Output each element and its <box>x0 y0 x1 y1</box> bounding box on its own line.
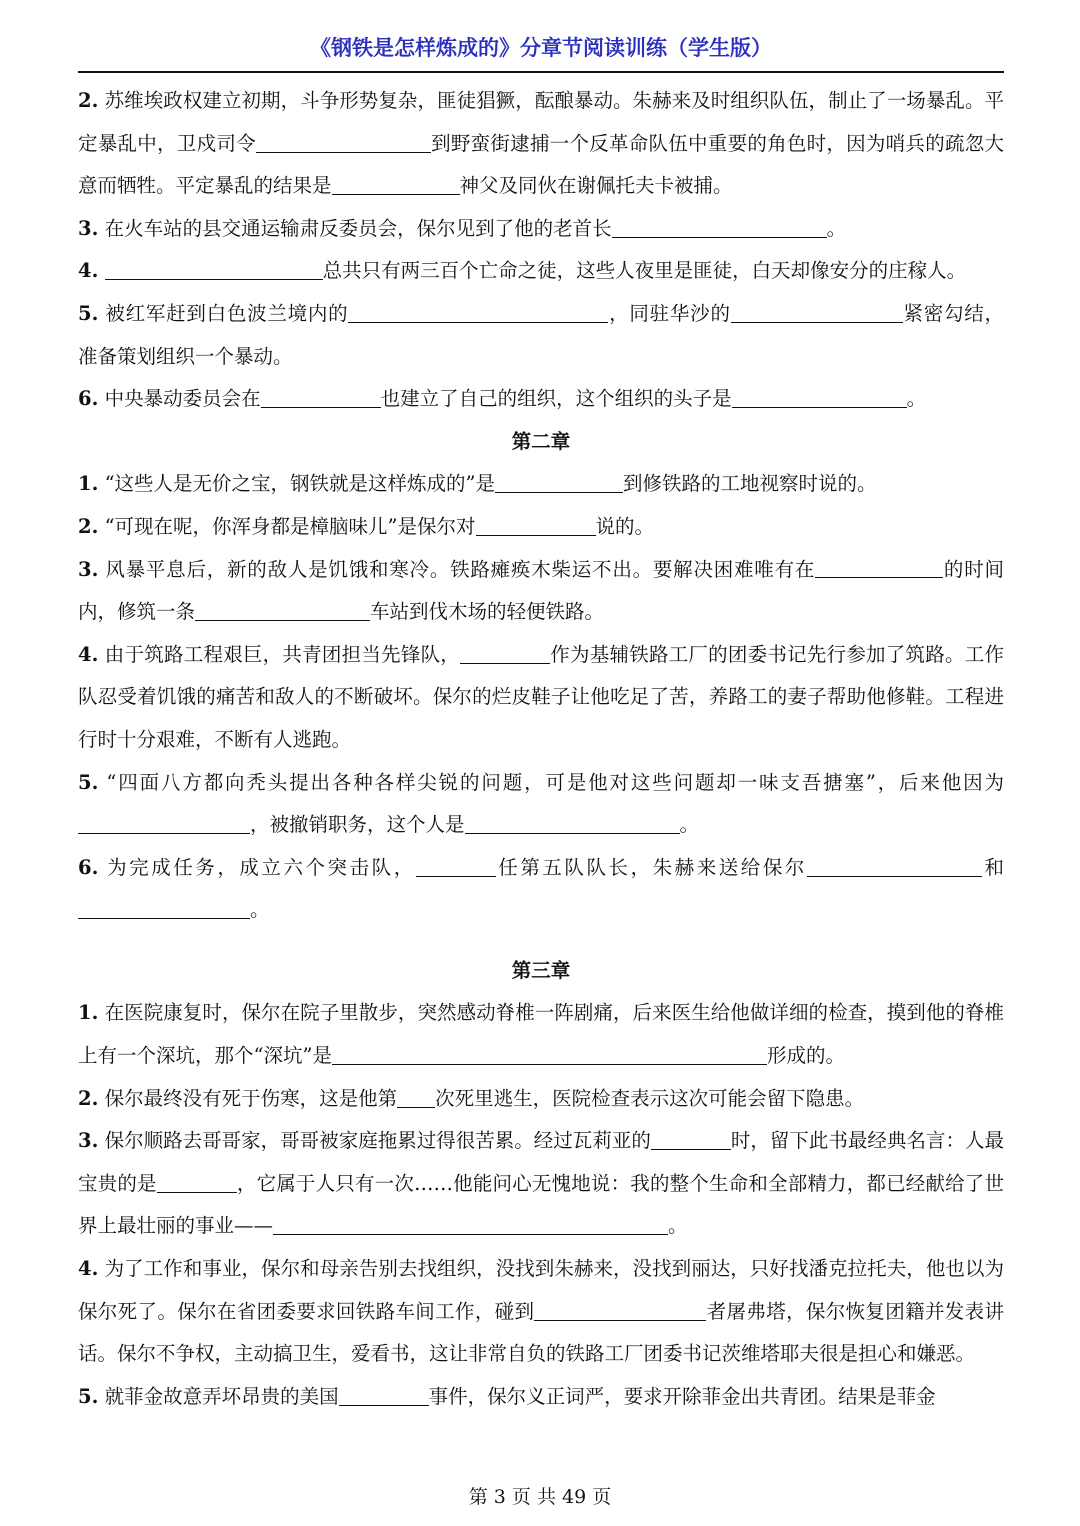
answer-blank[interactable] <box>815 558 943 579</box>
question-text: 到野蛮街逮捕一个反革命队伍中重要的角色时，因为哨兵的疏忽大意而牺牲。平定暴乱的结果是 <box>78 131 1004 198</box>
question-text: 风暴平息后，新的敌人是饥饿和寒冷。铁路瘫痪木柴运不出。要解决困难唯有在 <box>105 557 816 581</box>
question-text: 为完成任务，成立六个突击队， <box>107 855 416 879</box>
answer-blank[interactable] <box>78 814 250 835</box>
question-text: 作为基辅铁路工厂的团委书记先行参加了筑路。工作队忍受着饥饿的痛苦和敌人的不断破坏。保尔的烂皮鞋子让他吃足了苦，养路工的妻子帮助他修鞋。工程进行时十分艰难，不断有人逃跑。 <box>78 642 1004 751</box>
question-2 <box>78 506 1004 549</box>
question-text: 在医院康复时，保尔在院子里散步，突然感动脊椎一阵剧痛，后来医生给他做详细的检查，摸到他的脊椎上有一个深坑，那个“深坑”是 <box>78 1001 1004 1068</box>
question-number: 5. <box>78 770 99 794</box>
question-number: 6. <box>78 855 99 879</box>
question-text: 由于筑路工程艰巨，共青团担当先锋队， <box>104 642 461 666</box>
answer-blank[interactable] <box>732 388 907 409</box>
question-text: 车站到伐木场的轻便铁路。 <box>370 600 605 624</box>
question-number: 2. <box>78 89 99 112</box>
question-2 <box>78 1078 1004 1121</box>
question-text: 。 <box>668 1214 688 1238</box>
question-4 <box>78 1248 1004 1376</box>
question-4 <box>78 634 1004 762</box>
question-text: 任第五队队长，朱赫来送给保尔 <box>495 855 807 879</box>
question-text: ，它属于人只有一次……他能问心无愧地说：我的整个生命和全部精力，都已经献给了世界上最壮丽的事业—— <box>78 1171 1004 1238</box>
answer-blank[interactable] <box>348 302 608 323</box>
answer-blank[interactable] <box>256 132 431 153</box>
question-text: 就菲金故意弄坏昂贵的美国 <box>104 1384 339 1408</box>
question-1 <box>78 992 1004 1077</box>
question-number: 3. <box>78 216 99 240</box>
question-number: 6. <box>78 387 99 411</box>
question-text: 神父及同伙在谢佩托夫卡被捕。 <box>459 174 733 198</box>
question-number: 2. <box>78 514 99 538</box>
question-number: 5. <box>78 1384 99 1408</box>
question-text: 。 <box>250 898 270 922</box>
answer-blank[interactable] <box>495 473 623 494</box>
question-5 <box>78 1376 1004 1419</box>
answer-blank[interactable] <box>465 814 680 835</box>
question-6 <box>78 847 1004 932</box>
question-5 <box>78 762 1004 847</box>
question-number: 3. <box>78 557 99 581</box>
question-3 <box>78 208 1004 251</box>
question-text: 保尔顺路去哥哥家，哥哥被家庭拖累过得很苦累。经过瓦莉亚的 <box>104 1129 651 1153</box>
question-number: 4. <box>78 642 99 666</box>
question-text: 次死里逃生，医院检查表示这次可能会留下隐患。 <box>435 1086 865 1110</box>
answer-blank[interactable] <box>332 175 460 196</box>
answer-blank[interactable] <box>416 856 496 877</box>
answer-blank[interactable] <box>460 643 550 664</box>
question-3 <box>78 549 1004 634</box>
question-1 <box>78 463 1004 506</box>
question-text: 的时间内，修筑一条 <box>78 557 1004 624</box>
question-text: ，同驻华沙的 <box>608 301 731 325</box>
question-number: 4. <box>78 1257 99 1281</box>
page-number: 第 3 页 共 49 页 <box>468 1486 612 1508</box>
question-text: 苏维埃政权建立初期，斗争形势复杂，匪徒猖獗，酝酿暴动。朱赫来及时组织队伍，制止了一场暴乱。平定暴乱中，卫戍司令 <box>78 89 1004 155</box>
answer-blank[interactable] <box>612 217 827 238</box>
answer-blank[interactable] <box>397 1087 435 1108</box>
question-text: 总共只有两三百个亡命之徒，这些人夜里是匪徒，白天却像安分的庄稼人。 <box>322 259 967 283</box>
answer-blank[interactable] <box>261 388 381 409</box>
chapter-3-heading: 第三章 <box>511 958 571 982</box>
question-text: 为了工作和事业，保尔和母亲告别去找组织，没找到朱赫来，没找到丽达，只好找潘克拉托夫，他也以为保尔死了。保尔在省团委要求回铁路车间工作，碰到 <box>78 1257 1004 1323</box>
question-text: 在火车站的县交通运输肃反委员会，保尔见到了他的老首长 <box>104 216 612 240</box>
question-text: 。 <box>679 813 700 837</box>
question-text: “这些人是无价之宝，钢铁就是这样炼成的”是 <box>104 472 496 496</box>
question-number: 4. <box>78 259 99 283</box>
worksheet-content <box>78 80 1004 1418</box>
answer-blank[interactable] <box>534 1300 706 1321</box>
answer-blank[interactable] <box>651 1130 731 1151</box>
answer-blank[interactable] <box>332 1044 767 1065</box>
question-text: 。 <box>906 387 927 411</box>
header-divider <box>78 71 1004 73</box>
question-number: 5. <box>78 301 99 325</box>
answer-blank[interactable] <box>731 302 903 323</box>
answer-blank[interactable] <box>157 1172 237 1193</box>
question-5 <box>78 293 1004 378</box>
question-text: 也建立了自己的组织，这个组织的头子是 <box>380 387 732 411</box>
question-text: 到修铁路的工地视察时说的。 <box>623 472 877 496</box>
question-text: 和 <box>981 855 1004 879</box>
answer-blank[interactable] <box>807 856 982 877</box>
spacer <box>78 932 1004 950</box>
question-text: 事件，保尔义正词严，要求开除菲金出共青团。结果是菲金 <box>428 1384 936 1408</box>
question-text: 被红军赶到白色波兰境内的 <box>105 301 349 325</box>
question-text: 保尔最终没有死于伤寒，这是他第 <box>104 1086 398 1110</box>
question-3 <box>78 1120 1004 1248</box>
question-text: “可现在呢，你浑身都是樟脑味儿”是保尔对 <box>104 514 476 538</box>
question-number: 2. <box>78 1086 99 1110</box>
chapter-2-heading: 第二章 <box>511 429 571 453</box>
question-number: 1. <box>78 1001 99 1025</box>
question-text: 者屠弗塔，保尔恢复团籍并发表讲话。保尔不争权，主动搞卫生，爱看书，这让非常自负的铁路工厂团委书记茨维塔耶夫很是担心和嫌恶。 <box>78 1299 1004 1366</box>
question-6 <box>78 378 1004 421</box>
question-2 <box>78 80 1004 208</box>
question-number: 1. <box>78 472 99 496</box>
question-text: “四面八方都向秃头提出各种各样尖锐的问题，可是他对这些问题却一味支吾搪塞”，后来他因为 <box>106 770 1004 794</box>
question-text: 时，留下此书最经典名言：人最宝贵的是 <box>78 1129 1004 1195</box>
answer-blank[interactable] <box>273 1215 668 1236</box>
question-text: 。 <box>826 216 847 240</box>
answer-blank[interactable] <box>195 601 370 622</box>
question-text: 紧密勾结，准备策划组织一个暴动。 <box>78 301 1004 368</box>
answer-blank[interactable] <box>105 260 323 281</box>
document-title: 《钢铁是怎样炼成的》分章节阅读训练（学生版） <box>310 35 772 60</box>
question-number: 3. <box>78 1129 99 1153</box>
answer-blank[interactable] <box>78 899 250 920</box>
question-text: ，被撤销职务，这个人是 <box>250 813 465 837</box>
question-text: 中央暴动委员会在 <box>104 387 261 411</box>
question-text: 说的。 <box>595 514 655 538</box>
question-text: 形成的。 <box>766 1044 845 1068</box>
answer-blank[interactable] <box>339 1385 429 1406</box>
answer-blank[interactable] <box>476 515 596 536</box>
question-4 <box>78 250 1004 293</box>
